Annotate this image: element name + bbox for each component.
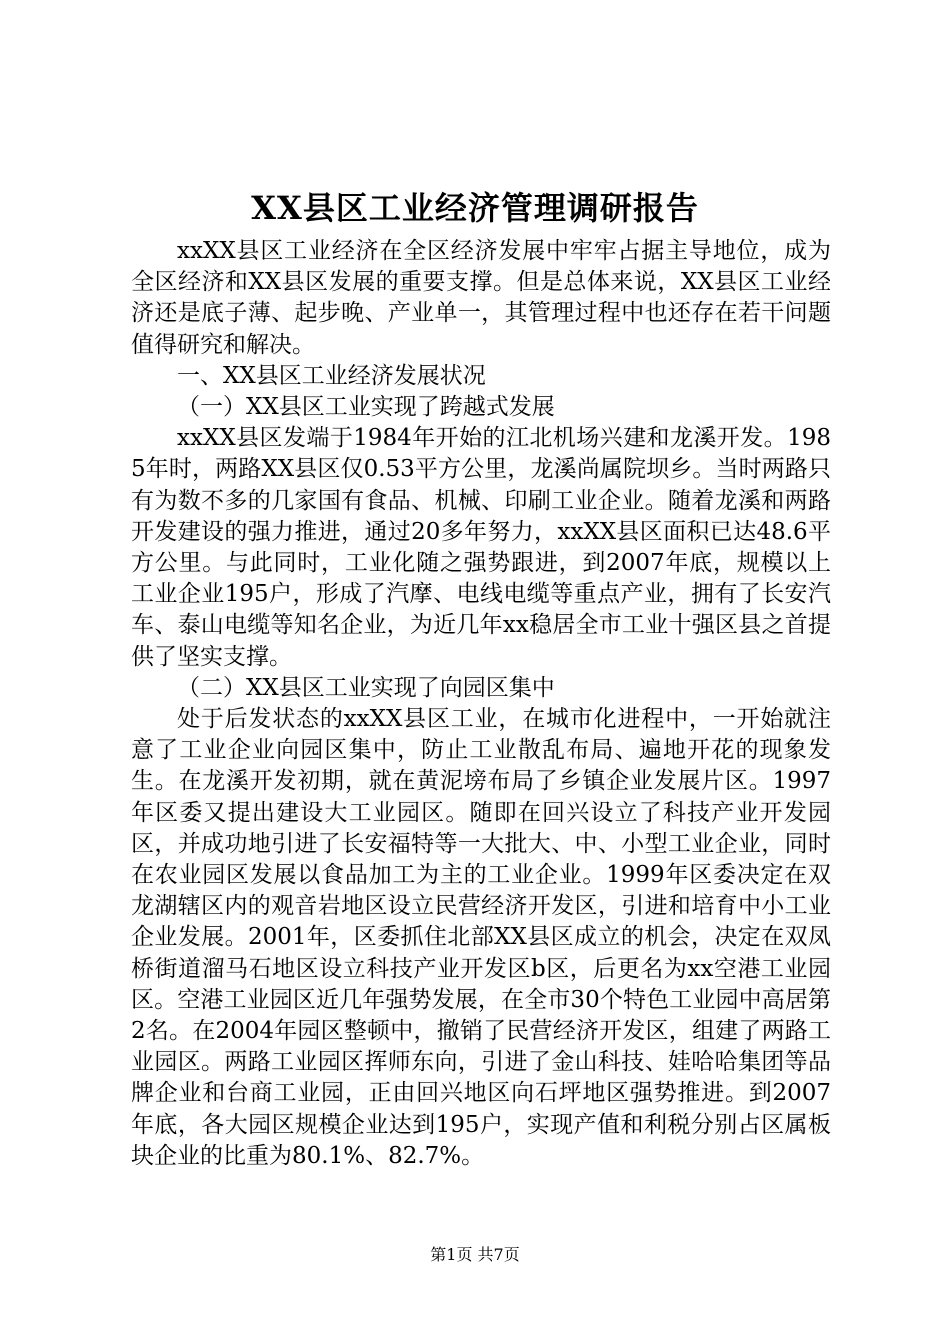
document-title: XX县区工业经济管理调研报告 <box>251 189 699 227</box>
page-number: 第1页 共7页 <box>430 1245 520 1264</box>
paragraph-intro: xxXX县区工业经济在全区经济发展中牢牢占据主导地位，成为全区经济和XX县区发展的重要支撑。但是总体来说，XX县区工业经济还是底子薄、起步晚、产业单一，其管理过程中也还存在若干问题值得研究和解决。 <box>131 238 831 358</box>
subsection-heading-1: （一）XX县区工业实现了跨越式发展 <box>177 394 555 421</box>
document-body <box>131 236 831 1172</box>
section-heading-1: 一、XX县区工业经济发展状况 <box>177 362 486 389</box>
paragraph-parks: 处于后发状态的xxXX县区工业，在城市化进程中，一开始就注意了工业企业向园区集中，防止工业散乱布局、遍地开花的现象发生。在龙溪开发初期，就在黄泥塝布局了乡镇企业发展片区。1997年区委又提出建设大工业园区。随即在回兴设立了科技产业开发园区，并成功地引进了长安福特等一大批大、中、小型工业企业，同时在农业园区发展以食品加工为主的工业企业。1999年区委决定在双龙湖辖区内的观音岩地区设立民营经济开发区，引进和培育中小工业企业发展。2001年，区委抓住北部XX县区成立的机会，决定在双凤桥街道溜马石地区设立科技产业开发区b区，后更名为xx空港工业园区。空港工业园区近几年强势发展，在全市30个特色工业园中高居第2名。在2004年园区整顿中，撤销了民营经济开发区，组建了两路工业园区。两路工业园区挥师东向，引进了金山科技、娃哈哈集团等品牌企业和台商工业园，正由回兴地区向石坪地区强势推进。到2007年底，各大园区规模企业达到195户，实现产值和利税分别占区属板块企业的比重为80.1%、82.7%。 <box>131 706 831 1169</box>
paragraph-development: xxXX县区发端于1984年开始的江北机场兴建和龙溪开发。1985年时，两路XX县区仅0.53平方公里，龙溪尚属院坝乡。当时两路只有为数不多的几家国有食品、机械、印刷工业企业。随着龙溪和两路开发建设的强力推进，通过20多年努力，xxXX县区面积已达48.6平方公里。与此同时，工业化随之强势跟进，到2007年底，规模以上工业企业195户，形成了汽摩、电线电缆等重点产业，拥有了长安汽车、泰山电缆等知名企业，为近几年xx稳居全市工业十强区县之首提供了坚实支撑。 <box>131 425 831 670</box>
subsection-heading-2: （二）XX县区工业实现了向园区集中 <box>177 674 555 701</box>
